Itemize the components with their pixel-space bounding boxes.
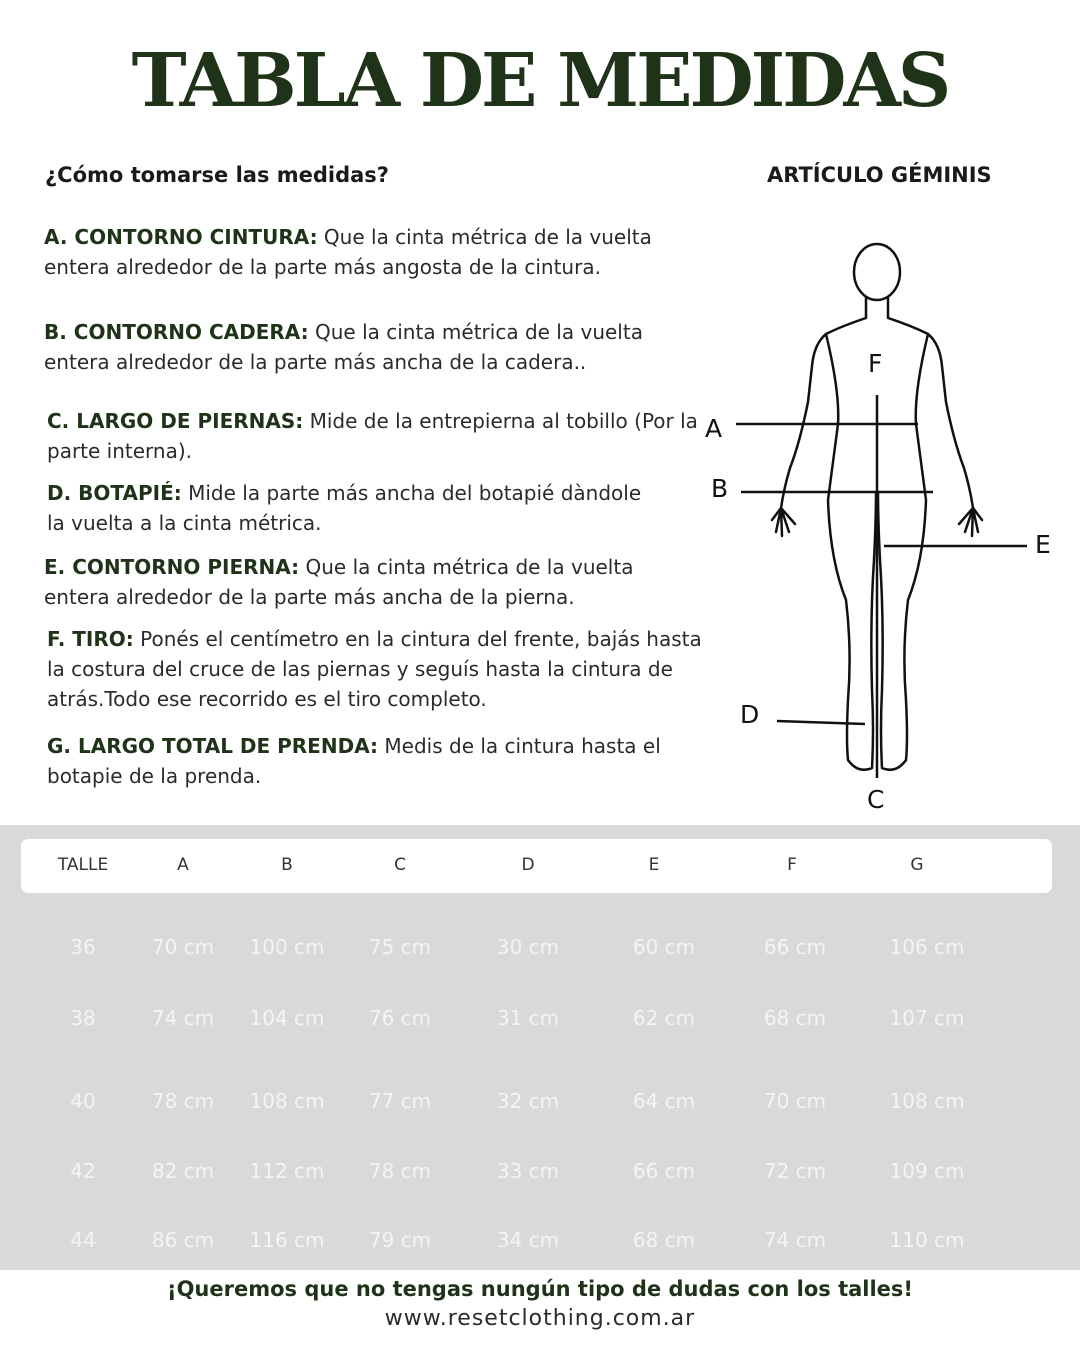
table-header-row	[21, 839, 1052, 893]
header-a: A	[177, 855, 189, 875]
measure-cell: 104 cm	[249, 1006, 325, 1030]
measure-cell: 100 cm	[249, 935, 325, 959]
measure-cell: 33 cm	[496, 1159, 560, 1183]
measure-cell: 64 cm	[632, 1089, 696, 1113]
measure-text: Que la cinta métrica de la vuelta entera alrededor de la parte más ancha de la cadera..	[44, 320, 643, 374]
measure-cell: 106 cm	[889, 935, 965, 959]
label-d: D	[740, 700, 760, 729]
measure-cell: 31 cm	[496, 1006, 560, 1030]
article-heading: ARTÍCULO GÉMINIS	[767, 163, 992, 187]
measure-hip	[44, 317, 704, 377]
size-cell: 40	[70, 1089, 96, 1113]
measure-waist	[44, 222, 704, 282]
measure-key: E. CONTORNO PIERNA:	[44, 555, 300, 579]
measure-leg-length	[47, 406, 707, 466]
body-measure-diagram	[690, 230, 1080, 830]
measure-cell: 66 cm	[632, 1159, 696, 1183]
size-cell: 36	[70, 935, 96, 959]
measure-cell: 79 cm	[368, 1228, 432, 1252]
footer-message: ¡Queremos que no tengas nungún tipo de dudas con los talles!	[167, 1277, 913, 1301]
footer-url[interactable]: www.resetclothing.com.ar	[384, 1306, 696, 1331]
measure-leg-contour	[44, 552, 694, 612]
measure-cell: 77 cm	[368, 1089, 432, 1113]
measure-key: F. TIRO:	[47, 627, 134, 651]
measure-cell: 70 cm	[763, 1089, 827, 1113]
size-cell: 44	[70, 1228, 96, 1252]
measure-key: D. BOTAPIÉ:	[47, 481, 182, 505]
header-e: E	[648, 855, 660, 875]
measure-text: Mide de la entrepierna al tobillo (Por la parte interna).	[47, 409, 698, 463]
label-f: F	[868, 349, 883, 378]
measure-cell: 75 cm	[368, 935, 432, 959]
measure-cell: 108 cm	[889, 1089, 965, 1113]
measure-cell: 78 cm	[368, 1159, 432, 1183]
header-f: F	[787, 855, 797, 875]
measure-total-length	[47, 731, 697, 791]
header-talle: TALLE	[57, 855, 109, 875]
measure-hem	[47, 478, 647, 538]
measure-key: G. LARGO TOTAL DE PRENDA:	[47, 734, 379, 758]
measure-cell: 76 cm	[368, 1006, 432, 1030]
measure-cell: 110 cm	[889, 1228, 965, 1252]
measure-cell: 108 cm	[249, 1089, 325, 1113]
measure-cell: 74 cm	[763, 1228, 827, 1252]
label-c: C	[867, 785, 885, 814]
label-e: E	[1035, 530, 1051, 559]
measure-cell: 68 cm	[763, 1006, 827, 1030]
header-b: B	[281, 855, 293, 875]
measure-cell: 72 cm	[763, 1159, 827, 1183]
header-g: G	[910, 855, 924, 875]
measure-text: Ponés el centímetro en la cintura del frente, bajás hasta la costura del cruce de las piernas y seguís hasta la cintura de atrás.Todo ese recorrido es el tiro completo.	[47, 627, 702, 711]
measure-key: C. LARGO DE PIERNAS:	[47, 409, 304, 433]
measure-cell: 30 cm	[496, 935, 560, 959]
measure-cell: 70 cm	[151, 935, 215, 959]
measure-key: B. CONTORNO CADERA:	[44, 320, 309, 344]
label-b: B	[711, 474, 729, 503]
measure-cell: 116 cm	[249, 1228, 325, 1252]
header-d: D	[521, 855, 535, 875]
size-cell: 38	[70, 1006, 96, 1030]
header-c: C	[394, 855, 406, 875]
measure-cell: 109 cm	[889, 1159, 965, 1183]
measure-text: Que la cinta métrica de la vuelta entera alrededor de la parte más angosta de la cintura.	[44, 225, 652, 279]
how-to-heading: ¿Cómo tomarse las medidas?	[45, 163, 389, 187]
measure-cell: 66 cm	[763, 935, 827, 959]
measure-cell: 86 cm	[151, 1228, 215, 1252]
size-cell: 42	[70, 1159, 96, 1183]
measure-text: Medis de la cintura hasta el botapie de la prenda.	[47, 734, 661, 788]
size-table	[0, 825, 1080, 1270]
measure-cell: 32 cm	[496, 1089, 560, 1113]
measure-rise	[47, 624, 707, 714]
measure-text: Que la cinta métrica de la vuelta entera alrededor de la parte más ancha de la pierna.	[44, 555, 634, 609]
measure-cell: 60 cm	[632, 935, 696, 959]
measure-cell: 74 cm	[151, 1006, 215, 1030]
measure-cell: 68 cm	[632, 1228, 696, 1252]
measure-cell: 34 cm	[496, 1228, 560, 1252]
measure-cell: 62 cm	[632, 1006, 696, 1030]
label-a: A	[705, 414, 723, 443]
measure-key: A. CONTORNO CINTURA:	[44, 225, 318, 249]
measure-cell: 82 cm	[151, 1159, 215, 1183]
measure-cell: 107 cm	[889, 1006, 965, 1030]
page-title: TABLA DE MEDIDAS	[131, 38, 949, 124]
measure-text: Mide la parte más ancha del botapié dàndole la vuelta a la cinta métrica.	[47, 481, 642, 535]
measure-cell: 112 cm	[249, 1159, 325, 1183]
measure-cell: 78 cm	[151, 1089, 215, 1113]
